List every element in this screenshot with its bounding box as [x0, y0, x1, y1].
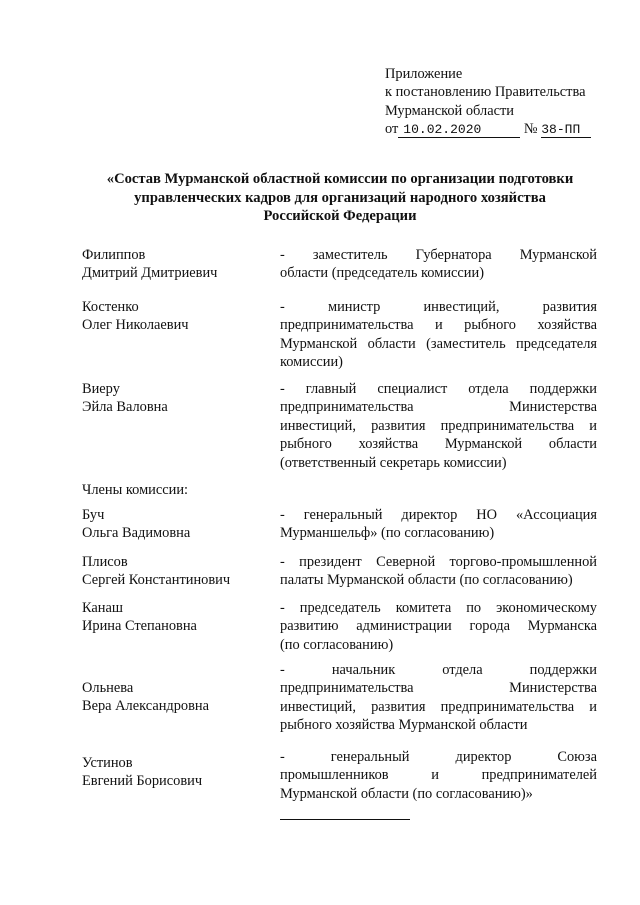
person-given-names: Олег Николаевич [82, 317, 189, 334]
title-line-1: «Состав Мурманской областной комиссии по организации подготовки [106, 171, 574, 187]
person-surname: Плисов [82, 554, 128, 570]
person-name [82, 246, 262, 283]
date-value: 10.02.2020 [398, 123, 520, 138]
person-role [280, 553, 597, 590]
person-given-names: Эйла Валовна [82, 399, 168, 416]
person-name [82, 298, 262, 335]
person-surname: Ольнева [82, 680, 134, 696]
date-prefix: от [385, 121, 399, 138]
person-surname: Костенко [82, 299, 139, 315]
person-role [280, 298, 597, 372]
role-line: - министр инвестиций, развития [280, 299, 597, 315]
role-line: предпринимательства Министерства [280, 680, 597, 697]
person-given-names: Дмитрий Дмитриевич [82, 265, 218, 282]
number-prefix: № [523, 121, 538, 138]
role-line: Мурманшельф» (по согласованию) [280, 525, 495, 542]
person-given-names: Евгений Борисович [82, 773, 203, 790]
person-given-names: Ирина Степановна [82, 618, 197, 635]
appendix-header [385, 65, 615, 139]
role-line: (ответственный секретарь комиссии) [280, 454, 507, 471]
role-line: палаты Мурманской области (по согласованию) [280, 572, 573, 589]
members-heading: Члены комиссии: [82, 482, 189, 498]
person-surname: Виеру [82, 381, 120, 397]
person-given-names: Ольга Вадимовна [82, 525, 191, 542]
role-line: (по согласованию) [280, 636, 394, 653]
document-title [60, 170, 620, 226]
person-role [280, 661, 597, 735]
role-line: комиссии) [280, 354, 343, 371]
person-surname: Канаш [82, 600, 123, 616]
role-line: - президент Северной торгово-промышленной [280, 554, 597, 570]
title-line-3: Российской Федерации [263, 208, 417, 224]
role-line: Мурманской области (по согласованию)» [280, 785, 533, 802]
person-role [280, 380, 597, 472]
role-line: - начальник отдела поддержки [280, 662, 597, 678]
role-line: инвестиций, развития предпринимательства и [280, 698, 597, 715]
person-name [82, 599, 262, 636]
person-given-names: Вера Александровна [82, 698, 210, 715]
role-line: - главный специалист отдела поддержки [280, 381, 597, 397]
number-value: 38-ПП [541, 123, 591, 138]
person-surname: Буч [82, 507, 105, 523]
role-line: рыбного хозяйства Мурманской области [280, 717, 528, 734]
person-name [82, 754, 262, 791]
person-name [82, 506, 262, 543]
role-line: инвестиций, развития предпринимательства и [280, 417, 597, 434]
person-surname: Филиппов [82, 247, 146, 263]
role-line: - генеральный директор НО «Ассоциация [280, 507, 597, 523]
role-line: предпринимательства Министерства [280, 399, 597, 416]
person-role [280, 246, 597, 283]
appendix-label: Приложение [385, 66, 463, 82]
person-role [280, 599, 597, 654]
role-line: промышленников и предпринимателей [280, 767, 597, 784]
person-name [82, 679, 262, 716]
appendix-date-line [385, 120, 615, 138]
person-role [280, 506, 597, 543]
end-of-document-rule [280, 819, 410, 820]
role-line: развитию администрации города Мурманска [280, 618, 597, 635]
role-line: области (председатель комиссии) [280, 265, 484, 282]
role-line: - председатель комитета по экономическому [280, 600, 597, 616]
role-line: рыбного хозяйства Мурманской области [280, 436, 597, 453]
appendix-region: Мурманской области [385, 102, 514, 119]
person-name [82, 553, 262, 590]
person-surname: Устинов [82, 755, 133, 771]
role-line: - генеральный директор Союза [280, 749, 597, 765]
person-name [82, 380, 262, 417]
role-line: - заместитель Губернатора Мурманской [280, 247, 597, 263]
person-given-names: Сергей Константинович [82, 572, 231, 589]
title-line-2: управленческих кадров для организаций народного хозяйства [134, 189, 546, 206]
person-role [280, 748, 597, 803]
role-line: Мурманской области (заместитель председателя [280, 335, 597, 352]
role-line: предпринимательства и рыбного хозяйства [280, 317, 597, 334]
appendix-resolution-ref: к постановлению Правительства [385, 84, 586, 101]
